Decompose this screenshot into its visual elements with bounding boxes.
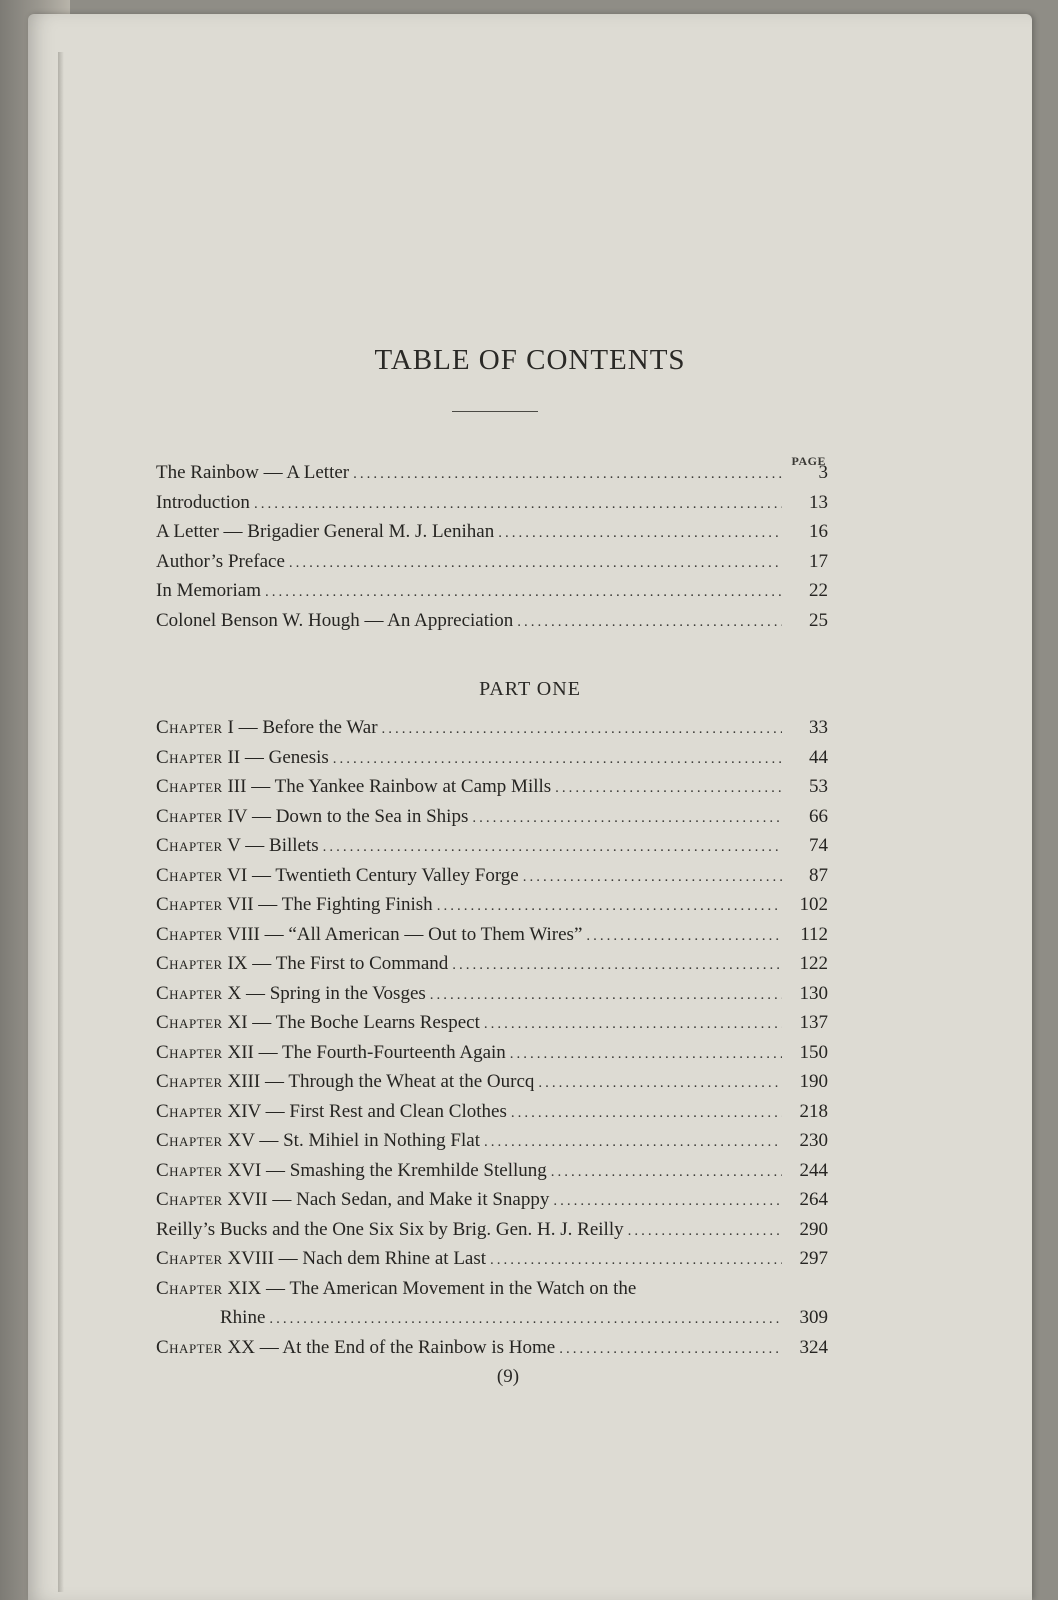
toc-entry <box>156 580 828 610</box>
chapter-entry <box>156 806 828 836</box>
chapter-list <box>156 717 828 1366</box>
chapter-number: XVIII <box>227 1248 274 1269</box>
chapter-title: The Yankee Rainbow at Camp Mills <box>274 776 552 797</box>
chapter-entry <box>156 983 828 1013</box>
chapter-word: Chapter <box>156 1100 223 1122</box>
chapter-title: Down to the Sea in Ships <box>275 805 469 827</box>
chapter-entry-label <box>156 717 378 739</box>
chapter-entry-label <box>156 1337 555 1359</box>
chapter-entry-label <box>156 1012 480 1034</box>
leader-dots <box>490 1252 782 1269</box>
chapter-entry-line-1 <box>156 1278 828 1308</box>
chapter-word: Chapter <box>156 835 223 856</box>
chapter-entry <box>156 1130 828 1160</box>
part-heading: PART ONE <box>479 678 581 700</box>
toc-entry-title: In Memoriam <box>156 580 262 601</box>
chapter-page: 244 <box>799 1159 828 1181</box>
chapter-page: 122 <box>799 953 828 974</box>
chapter-title: The Fourth-Fourteenth Again <box>282 1041 506 1063</box>
chapter-title: “All American — Out to Them Wires” <box>288 923 583 945</box>
leader-dots <box>511 1105 782 1122</box>
chapter-word: Chapter <box>156 1189 223 1210</box>
leader-dots <box>559 1341 782 1358</box>
chapter-number: XII <box>227 1041 254 1063</box>
chapter-page: 112 <box>800 923 828 945</box>
chapter-number: XIV <box>227 1100 261 1122</box>
em-dash: — <box>273 1248 303 1269</box>
leader-dots <box>382 721 782 738</box>
em-dash: — <box>261 1277 290 1299</box>
toc-entry-page: 25 <box>809 609 828 631</box>
chapter-entry <box>156 1012 828 1042</box>
chapter-entry <box>156 1337 828 1367</box>
chapter-word: Chapter <box>156 953 223 974</box>
page-column-label: PAGE <box>791 454 826 468</box>
leader-dots <box>498 525 782 542</box>
em-dash: — <box>241 982 270 1004</box>
em-dash: — <box>247 864 276 886</box>
chapter-entry-label <box>156 776 551 798</box>
leader-dots <box>452 957 782 974</box>
leader-dots <box>484 1016 782 1033</box>
chapter-number: X <box>227 982 242 1004</box>
chapter-number: XI <box>227 1012 248 1033</box>
chapter-page: 264 <box>799 1189 828 1210</box>
leader-dots <box>289 555 782 572</box>
page-edge-shadow <box>58 52 64 1592</box>
em-dash: — <box>254 1336 283 1358</box>
leader-dots <box>551 1164 782 1181</box>
chapter-entry <box>156 717 828 747</box>
em-dash: — <box>247 1012 276 1033</box>
leader-dots <box>523 869 782 886</box>
em-dash: — <box>247 953 276 974</box>
chapter-entry <box>156 1042 828 1072</box>
toc-entry-title: Introduction <box>156 491 250 513</box>
title-rule-divider <box>452 411 538 412</box>
toc-entry-interlude <box>156 1219 828 1249</box>
chapter-word: Chapter <box>156 1012 223 1033</box>
chapter-word: Chapter <box>156 894 223 915</box>
chapter-word: Chapter <box>156 1248 223 1269</box>
chapter-number: VI <box>227 864 248 886</box>
chapter-number: I <box>227 717 234 738</box>
em-dash: — <box>259 923 289 945</box>
leader-dots <box>553 1193 782 1210</box>
chapter-title: Before the War <box>262 717 378 738</box>
chapter-number: IX <box>227 953 248 974</box>
chapter-word: Chapter <box>156 1336 223 1358</box>
chapter-title: Billets <box>269 835 319 856</box>
em-dash: — <box>260 1100 290 1122</box>
chapter-number: XV <box>227 1130 255 1151</box>
chapter-page: 309 <box>799 1307 828 1328</box>
chapter-word: Chapter <box>156 746 223 768</box>
chapter-entry-label <box>156 1101 507 1123</box>
em-dash: — <box>240 746 269 768</box>
chapter-title: The Boche Learns Respect <box>275 1012 480 1033</box>
chapter-entry-label <box>156 1248 486 1270</box>
em-dash: — <box>253 894 282 915</box>
leader-dots <box>538 1075 782 1092</box>
chapter-page: 137 <box>799 1012 828 1033</box>
chapter-page: 190 <box>799 1071 828 1092</box>
chapter-title: First Rest and Clean Clothes <box>289 1100 507 1122</box>
leader-dots <box>265 584 782 601</box>
chapter-entry <box>156 894 828 924</box>
chapter-title: Genesis <box>268 746 329 768</box>
chapter-number: XX <box>227 1336 255 1358</box>
em-dash: — <box>254 1130 284 1151</box>
leader-dots <box>323 839 782 856</box>
chapter-number: XIII <box>227 1071 261 1092</box>
chapter-page: 130 <box>799 982 828 1004</box>
toc-entry-title: Reilly’s Bucks and the One Six Six by Brig. Gen. H. J. Reilly <box>156 1218 624 1240</box>
toc-entry-title: A Letter — Brigadier General M. J. Lenihan <box>156 521 495 542</box>
chapter-number: VIII <box>227 923 260 945</box>
chapter-word: Chapter <box>156 864 223 886</box>
chapter-entry-label <box>156 983 426 1005</box>
chapter-title: Twentieth Century Valley Forge <box>275 864 519 886</box>
chapter-entry-label <box>156 1071 534 1093</box>
chapter-number: XIX <box>227 1277 262 1299</box>
chapter-entry-label <box>156 953 448 975</box>
leader-dots <box>517 614 782 631</box>
toc-entry <box>156 462 828 492</box>
chapter-entry-label <box>156 1189 549 1211</box>
chapter-number: IV <box>227 805 248 827</box>
toc-entry-page: 22 <box>809 580 828 601</box>
chapter-word: Chapter <box>156 982 223 1004</box>
chapter-entry <box>156 747 828 777</box>
chapter-entry <box>156 776 828 806</box>
chapter-entry <box>156 1189 828 1219</box>
em-dash: — <box>246 776 275 797</box>
chapter-page: 87 <box>809 864 828 886</box>
chapter-page: 33 <box>809 717 828 738</box>
chapter-entry <box>156 1071 828 1101</box>
chapter-title: Smashing the Kremhilde Stellung <box>289 1159 547 1181</box>
chapter-entry <box>156 865 828 895</box>
chapter-page: 66 <box>809 805 828 827</box>
em-dash: — <box>247 805 276 827</box>
leader-dots <box>555 780 782 797</box>
em-dash: — <box>233 717 263 738</box>
chapter-entry <box>156 953 828 983</box>
leader-dots <box>333 751 782 768</box>
chapter-word: Chapter <box>156 1159 223 1181</box>
chapter-word: Chapter <box>156 776 223 797</box>
toc-entry-title: The Rainbow — A Letter <box>156 462 350 483</box>
chapter-entry-label <box>156 894 433 916</box>
chapter-entry <box>156 835 828 865</box>
page-title: TABLE OF CONTENTS <box>374 344 686 376</box>
toc-entry <box>156 610 828 640</box>
chapter-title-continued: Rhine <box>220 1307 266 1328</box>
leader-dots <box>628 1223 782 1240</box>
leader-dots <box>353 466 782 483</box>
chapter-title: The American Movement in the Watch on the <box>289 1277 637 1299</box>
chapter-word: Chapter <box>156 1277 223 1299</box>
em-dash: — <box>253 1041 283 1063</box>
chapter-number: VII <box>227 894 254 915</box>
chapter-page: 230 <box>799 1130 828 1151</box>
chapter-number: V <box>227 835 241 856</box>
toc-entry <box>156 521 828 551</box>
chapter-word: Chapter <box>156 1041 223 1063</box>
chapter-title: Nach dem Rhine at Last <box>302 1248 487 1269</box>
toc-entry-title: Colonel Benson W. Hough — An Appreciation <box>156 609 514 631</box>
em-dash: — <box>260 1071 289 1092</box>
chapter-page: 324 <box>799 1336 828 1358</box>
chapter-entry-label <box>156 924 582 946</box>
chapter-page: 53 <box>809 776 828 797</box>
chapter-word: Chapter <box>156 923 223 945</box>
chapter-word: Chapter <box>156 805 223 827</box>
front-matter-list <box>156 462 828 639</box>
chapter-entry-label <box>156 1160 547 1182</box>
chapter-word: Chapter <box>156 1071 223 1092</box>
leader-dots <box>586 928 782 945</box>
chapter-page: 44 <box>809 746 828 768</box>
leader-dots <box>472 810 782 827</box>
chapter-entry <box>156 1278 828 1337</box>
leader-dots <box>430 987 782 1004</box>
toc-entry-page: 3 <box>818 462 828 483</box>
chapter-entry-line-2 <box>156 1307 828 1337</box>
leader-dots <box>269 1311 782 1328</box>
chapter-entry-label <box>156 1042 506 1064</box>
chapter-entry <box>156 1248 828 1278</box>
chapter-page: 150 <box>799 1041 828 1063</box>
chapter-entry <box>156 1160 828 1190</box>
em-dash: — <box>267 1189 297 1210</box>
book-page <box>28 14 1032 1600</box>
leader-dots <box>254 496 782 513</box>
em-dash: — <box>261 1159 290 1181</box>
page-number-folio: (9) <box>496 1366 520 1387</box>
chapter-number: III <box>227 776 247 797</box>
chapter-title: Nach Sedan, and Make it Snappy <box>296 1189 550 1210</box>
chapter-entry-label <box>156 747 329 769</box>
toc-entry-page: 17 <box>809 550 828 572</box>
chapter-page: 74 <box>809 835 828 856</box>
chapter-title: The First to Command <box>275 953 449 974</box>
chapter-entry-label <box>156 806 468 828</box>
toc-entry <box>156 551 828 581</box>
chapter-word: Chapter <box>156 1130 223 1151</box>
chapter-title: St. Mihiel in Nothing Flat <box>283 1130 480 1151</box>
chapter-entry <box>156 1101 828 1131</box>
toc-entry-page: 16 <box>809 521 828 542</box>
chapter-title: Spring in the Vosges <box>269 982 426 1004</box>
chapter-page: 102 <box>799 894 828 915</box>
chapter-number: II <box>227 746 241 768</box>
toc-entry <box>156 492 828 522</box>
leader-dots <box>437 898 782 915</box>
toc-entry-title: Author’s Preface <box>156 550 285 572</box>
chapter-entry-label <box>156 865 519 887</box>
chapter-number: XVII <box>227 1189 268 1210</box>
chapter-number: XVI <box>227 1159 262 1181</box>
em-dash: — <box>240 835 270 856</box>
toc-entry-page: 290 <box>799 1218 828 1240</box>
chapter-entry <box>156 924 828 954</box>
chapter-title: At the End of the Rainbow is Home <box>282 1336 556 1358</box>
chapter-entry-label <box>156 835 319 857</box>
toc-entry-page: 13 <box>809 491 828 513</box>
chapter-page: 297 <box>799 1248 828 1269</box>
chapter-title: The Fighting Finish <box>281 894 433 915</box>
chapter-entry-label <box>156 1130 480 1152</box>
chapter-title: Through the Wheat at the Ourcq <box>288 1071 535 1092</box>
leader-dots <box>510 1046 782 1063</box>
leader-dots <box>484 1134 782 1151</box>
chapter-page: 218 <box>799 1100 828 1122</box>
chapter-word: Chapter <box>156 717 223 738</box>
